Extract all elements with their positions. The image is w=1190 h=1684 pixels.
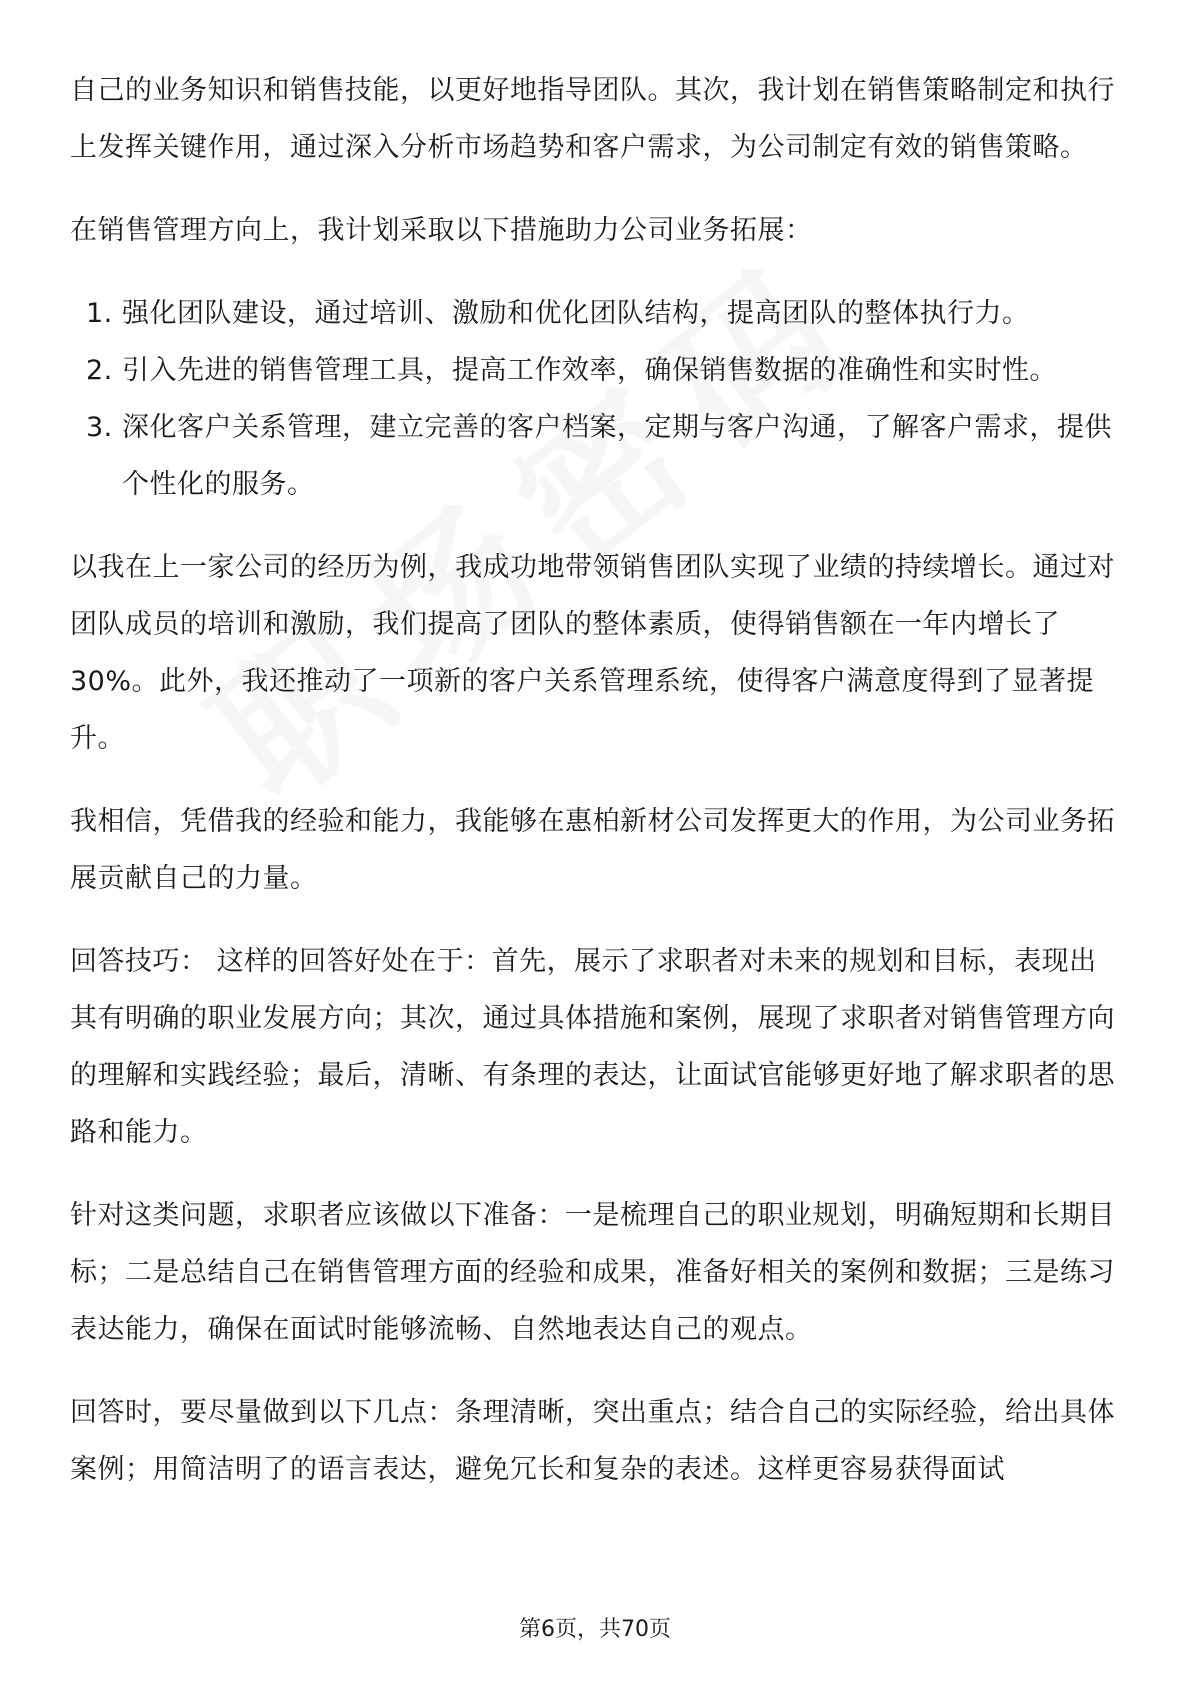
document-body bbox=[70, 62, 1120, 1524]
paragraph-5: 回答技巧： 这样的回答好处在于：首先，展示了求职者对未来的规划和目标，表现出其有明确的职业发展方向；其次，通过具体措施和案例，展现了求职者对销售管理方向的理解和实践经验；最后，清晰、有条理的表达，让面试官能够更好地了解求职者的思路和能力。 bbox=[70, 946, 1115, 1148]
list-number: 1. bbox=[86, 298, 113, 329]
measures-list bbox=[70, 285, 1120, 513]
list-number: 3. bbox=[86, 412, 113, 443]
paragraph-7: 回答时，要尽量做到以下几点：条理清晰，突出重点；结合自己的实际经验，给出具体案例；用简洁明了的语言表达，避免冗长和复杂的表述。这样更容易获得面试 bbox=[70, 1397, 1115, 1485]
list-item bbox=[70, 399, 1120, 513]
list-item bbox=[70, 285, 1120, 342]
list-item-text: 引入先进的销售管理工具，提高工作效率，确保销售数据的准确性和实时性。 bbox=[122, 355, 1057, 386]
page-number: 第6页，共70页 bbox=[519, 1617, 671, 1642]
paragraph-1: 自己的业务知识和销售技能，以更好地指导团队。其次，我计划在销售策略制定和执行上发挥关键作用，通过深入分析市场趋势和客户需求，为公司制定有效的销售策略。 bbox=[70, 75, 1115, 163]
list-item-text: 深化客户关系管理，建立完善的客户档案，定期与客户沟通，了解客户需求，提供个性化的服务。 bbox=[122, 412, 1112, 500]
paragraph-2: 在销售管理方向上，我计划采取以下措施助力公司业务拓展： bbox=[70, 215, 813, 246]
list-item-text: 强化团队建设，通过培训、激励和优化团队结构，提高团队的整体执行力。 bbox=[122, 298, 1030, 329]
paragraph-6: 针对这类问题，求职者应该做以下准备：一是梳理自己的职业规划，明确短期和长期目标；二是总结自己在销售管理方面的经验和成果，准备好相关的案例和数据；三是练习表达能力，确保在面试时能够流畅、自然地表达自己的观点。 bbox=[70, 1200, 1115, 1345]
paragraph-3: 以我在上一家公司的经历为例，我成功地带领销售团队实现了业绩的持续增长。通过对团队成员的培训和激励，我们提高了团队的整体素质，使得销售额在一年内增长了30%。此外，我还推动了一项新的客户关系管理系统，使得客户满意度得到了显著提升。 bbox=[70, 552, 1115, 754]
paragraph-4: 我相信，凭借我的经验和能力，我能够在惠柏新材公司发挥更大的作用，为公司业务拓展贡献自己的力量。 bbox=[70, 806, 1115, 894]
list-item bbox=[70, 342, 1120, 399]
list-number: 2. bbox=[86, 355, 113, 386]
